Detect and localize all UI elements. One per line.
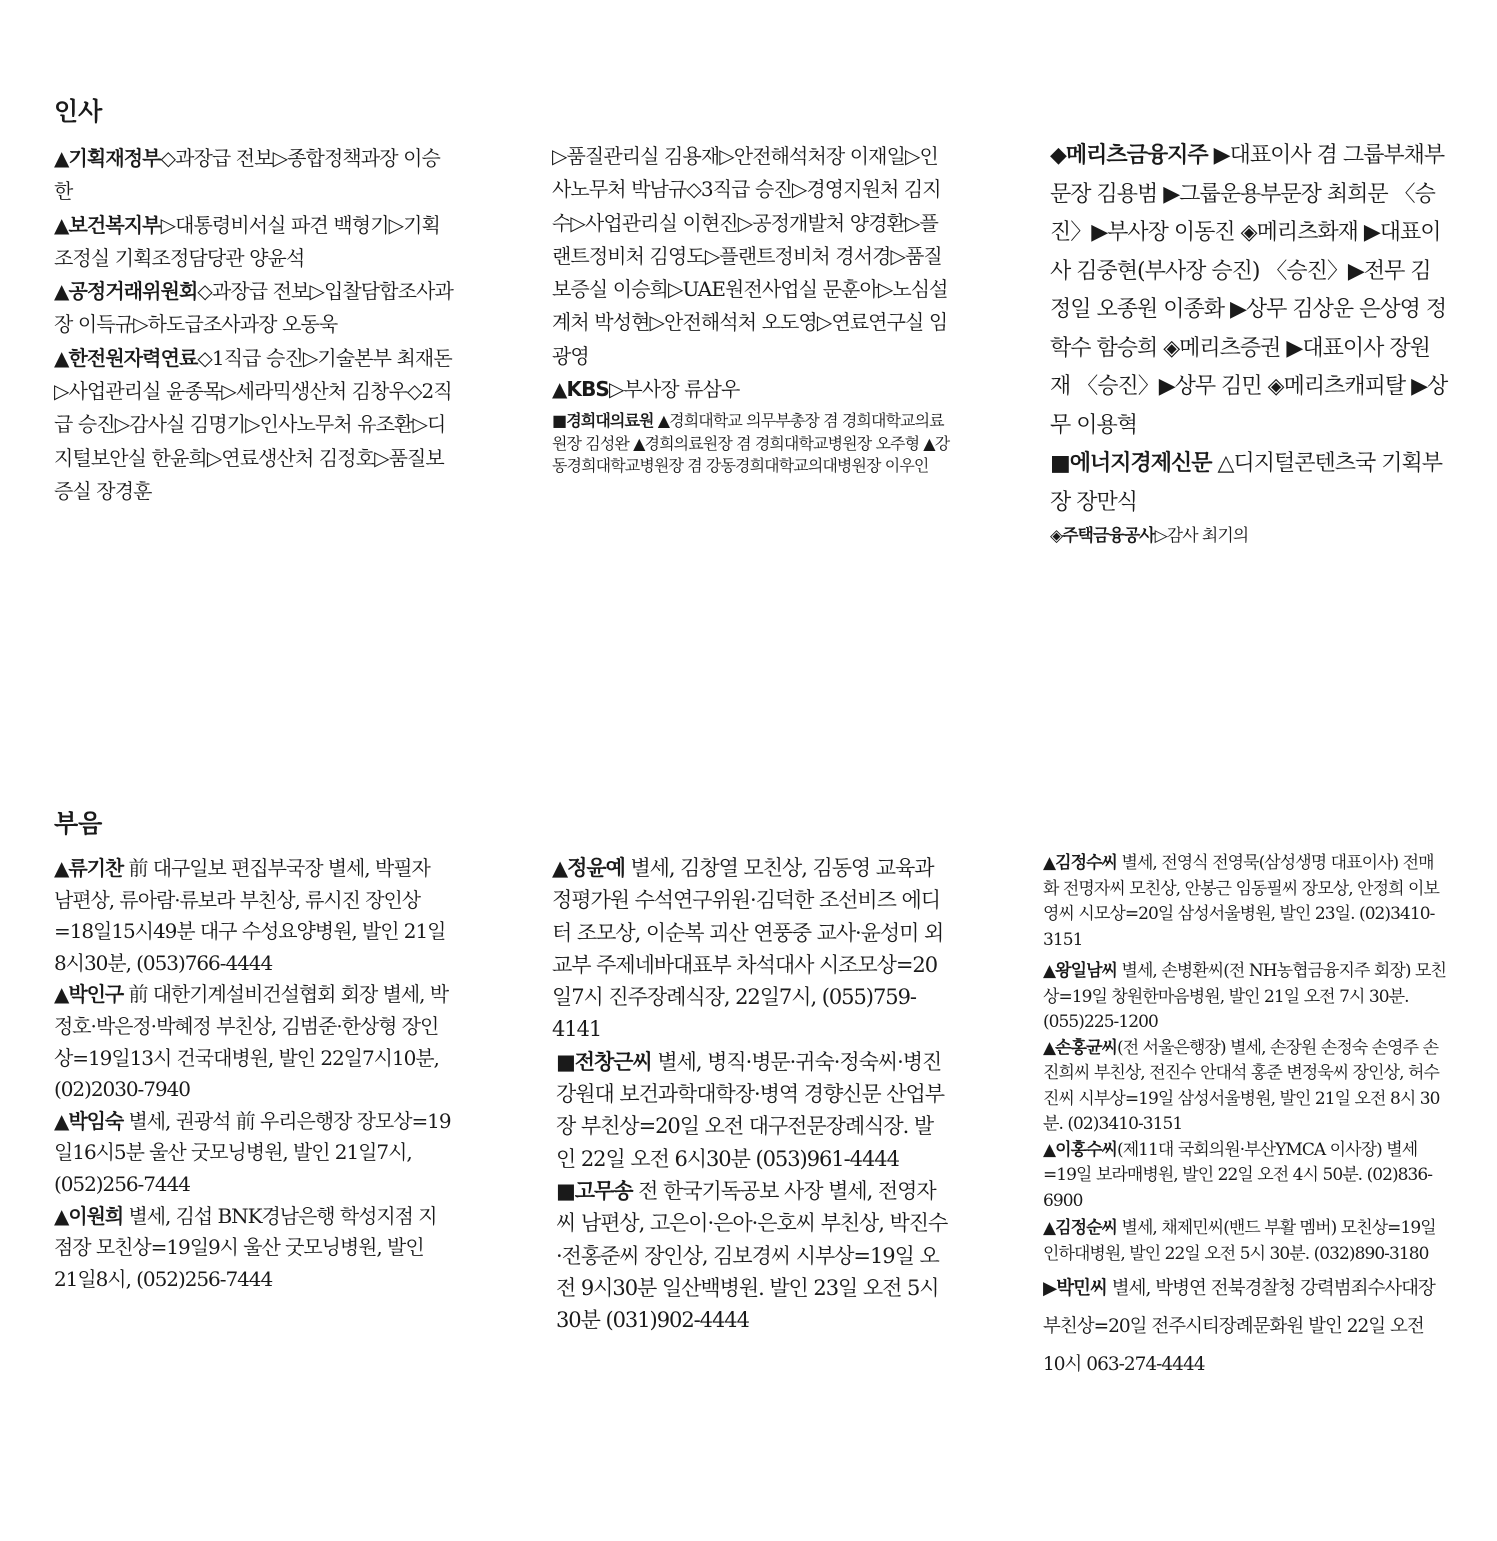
entry-text: 前 대한기계설비건설협회 회장 별세, 박정호·박은정·박혜정 부친상, 김범준·한상형 장인상=19일13시 건국대병원, 발인 22일7시10분, (02)2030-7940: [54, 982, 449, 1102]
personnel-entry: [54, 209, 454, 276]
entry-text: ◇과장급 전보▷종합정책과장 이승한: [54, 146, 440, 204]
entry-org: ◆메리츠금융지주: [1050, 143, 1208, 168]
entry-org: ▲김정순씨: [1043, 1218, 1118, 1238]
obituary-entry: [54, 979, 452, 1105]
personnel-entry: [54, 275, 454, 342]
entry-org: ■전창근씨: [556, 1049, 652, 1074]
entry-org: ▲KBS: [552, 377, 609, 402]
personnel-entry: [552, 410, 952, 478]
entry-org: ■고무송: [556, 1178, 633, 1203]
personnel-entry: [54, 142, 454, 209]
entry-org: ▲박임숙: [54, 1108, 124, 1133]
entry-text: 前 대구일보 편집부국장 별세, 박필자 남편상, 류아람·류보라 부친상, 류시진 장인상=18일15시49분 대구 수성요양병원, 발인 21일8시30분, (053)766-4444: [54, 856, 446, 975]
entry-org: ▲보건복지부: [54, 212, 161, 237]
entry-text: ◇과장급 전보▷입찰담합조사과장 이득규▷하도급조사과장 오동욱: [54, 279, 453, 337]
entry-text: 별세, 김섭 BNK경남은행 학성지점 지점장 모친상=19일9시 울산 굿모닝병원, 발인 21일8시, (052)256-7444: [54, 1203, 437, 1291]
entry-text: ▶대표이사 겸 그룹부채부문장 김용범 ▶그룹운용부문장 최희문 〈승진〉▶부사장 이동진 ◈메리츠화재 ▶대표이사 김중현(부사장 승진) 〈승진〉▶전무 김정일 오종원 이종화 ▶상무 김상운 은상영 정학수 함승희 ◈메리츠증권 ▶대표이사 장원재 〈승진〉▶상무 김민 ◈메리츠캐피탈 ▶상무 이용혁: [1050, 143, 1448, 438]
entry-org: ▲왕일남씨: [1043, 961, 1118, 981]
obituary-entry: [1043, 959, 1448, 1036]
entry-org: ▲손홍균씨: [1043, 1037, 1118, 1058]
entry-text: 별세, 전영식 전영묵(삼성생명 대표이사) 전매화 전명자씨 모친상, 안봉근 임동필씨 장모상, 안정희 이보영씨 시모상=20일 삼성서울병원, 발인 23일. (02)3410-3151: [1043, 853, 1439, 950]
entry-text: 전 한국기독공보 사장 별세, 전영자씨 남편상, 고은이·은아·은호씨 부친상, 박진수·전홍준씨 장인상, 김보경씨 시부상=19일 오전 9시30분 일산백병원. 발인 23일 오전 5시30분 (031)902-4444: [556, 1178, 948, 1333]
obituary-entry: [1043, 851, 1448, 953]
personnel-entry: [552, 140, 952, 373]
entry-org: ▲기획재정부: [54, 146, 161, 170]
entry-text: 별세, 권광석 前 우리은행장 장모상=19일16시5분 울산 굿모닝병원, 발인 21일7시, (052)256-7444: [54, 1108, 451, 1196]
entry-text: ▲경희대학교 의무부총장 겸 경희대학교의료원장 김성완 ▲경희의료원장 겸 경희대학교병원장 오주형 ▲강동경희대학교병원장 겸 강동경희대학교의대병원장 이우인: [552, 411, 950, 476]
entry-text: ▷감사 최기의: [1154, 526, 1249, 546]
obituary-entry: [1043, 1270, 1448, 1384]
obituary-section-title: 부음: [54, 809, 103, 838]
obituary-column-3: [1043, 851, 1448, 1384]
entry-org: ▶박민씨: [1043, 1278, 1107, 1299]
personnel-section-title: 인사: [54, 97, 103, 126]
obituary-entry: [54, 1106, 452, 1201]
personnel-entry: [1050, 445, 1450, 522]
personnel-column-1: [54, 142, 454, 508]
obituary-entry: [1043, 1138, 1448, 1215]
obituary-entry: [552, 852, 950, 1046]
entry-org: ▲김정수씨: [1043, 853, 1118, 873]
entry-org: ▲정윤예: [552, 856, 625, 880]
entry-text: 별세, 손병환씨(전 NH농협금융지주 회장) 모친상=19일 창원한마음병원, 발인 21일 오전 7시 30분. (055)225-1200: [1043, 961, 1446, 1032]
entry-text: 별세, 병직·병문·귀숙·정숙씨·병진 강원대 보건과학대학장·병역 경향신문 산업부장 부친상=20일 오전 대구전문장례식장. 발인 22일 오전 6시30분 (053)961-4444: [556, 1049, 944, 1171]
entry-org: ◈주택금융공사: [1050, 526, 1155, 546]
entry-text: (전 서울은행장) 별세, 손장원 손정숙 손영주 손진희씨 부친상, 전진수 안대석 홍준 변정욱씨 장인상, 허수진씨 시부상=19일 삼성서울병원, 발인 21일 오전 8시 30분. (02)3410-3151: [1043, 1037, 1440, 1134]
entry-org: ▲한전원자력연료: [54, 345, 198, 370]
obituary-entry: [1043, 1216, 1448, 1267]
entry-text: 별세, 김창열 모친상, 김동영 교육과정평가원 수석연구위원·김덕한 조선비즈 에디터 조모상, 이순복 괴산 연풍중 교사·윤성미 외교부 주제네바대표부 차석대사 시조모상=20일7시 진주장례식장, 22일7시, (055)759-4141: [552, 856, 944, 1042]
entry-text: ▷부사장 류삼우: [608, 377, 740, 402]
obituary-entry: [54, 853, 452, 979]
obituary-entry: [1043, 1036, 1448, 1138]
entry-text: ▷품질관리실 김용재▷안전해석처장 이재일▷인사노무처 박남규◇3직급 승진▷경영지원처 김지수▷사업관리실 이현진▷공정개발처 양경환▷플랜트정비처 김영도▷플랜트정비처 경서경▷품질보증실 이승희▷UAE원전사업실 문훈아▷노심설계처 박성현▷안전해석처 오도영▷연료연구실 임광영: [552, 144, 948, 368]
personnel-entry: [1050, 137, 1450, 445]
entry-text: △디지털콘텐츠국 기획부장 장만식: [1050, 451, 1442, 515]
entry-org: ▲공정거래위원회: [54, 279, 198, 304]
entry-org: ▲류기찬: [54, 856, 124, 880]
obituary-entry: [552, 1046, 950, 1175]
entry-text: 별세, 박병연 전북경찰청 강력범죄수사대장 부친상=20일 전주시티장례문화원 발인 22일 오전 10시 063-274-4444: [1043, 1278, 1435, 1375]
entry-text: 별세, 채제민씨(밴드 부활 멤버) 모친상=19일 인하대병원, 발인 22일 오전 5시 30분. (032)890-3180: [1043, 1218, 1436, 1264]
personnel-column-3: [1050, 137, 1450, 549]
personnel-entry: [1050, 524, 1450, 549]
entry-text: ◇1직급 승진▷기술본부 최재돈▷사업관리실 윤종목▷세라믹생산처 김창우◇2직급 승진▷감사실 김명기▷인사노무처 유조환▷디지털보안실 한윤희▷연료생산처 김정호▷품질보증실 장경훈: [54, 345, 452, 503]
entry-text: (제11대 국회의원·부산YMCA 이사장) 별세=19일 보라매병원, 발인 22일 오전 4시 50분. (02)836-6900: [1043, 1139, 1433, 1211]
obituary-entry: [54, 1201, 452, 1296]
entry-text: ▷대통령비서실 파견 백형기▷기획조정실 기획조정담당관 양윤석: [54, 212, 440, 270]
obituary-column-2: [552, 852, 950, 1336]
personnel-entry: [54, 342, 454, 508]
personnel-entry: [552, 373, 952, 406]
entry-org: ■경희대의료원: [552, 411, 654, 431]
entry-org: ■에너지경제신문: [1050, 451, 1212, 476]
entry-org: ▲이원희: [54, 1203, 124, 1228]
personnel-column-2: [552, 140, 952, 478]
obituary-column-1: [54, 853, 452, 1295]
obituary-entry: [552, 1175, 950, 1336]
entry-org: ▲박인구: [54, 982, 124, 1007]
entry-org: ▲이홍수씨: [1043, 1139, 1118, 1160]
